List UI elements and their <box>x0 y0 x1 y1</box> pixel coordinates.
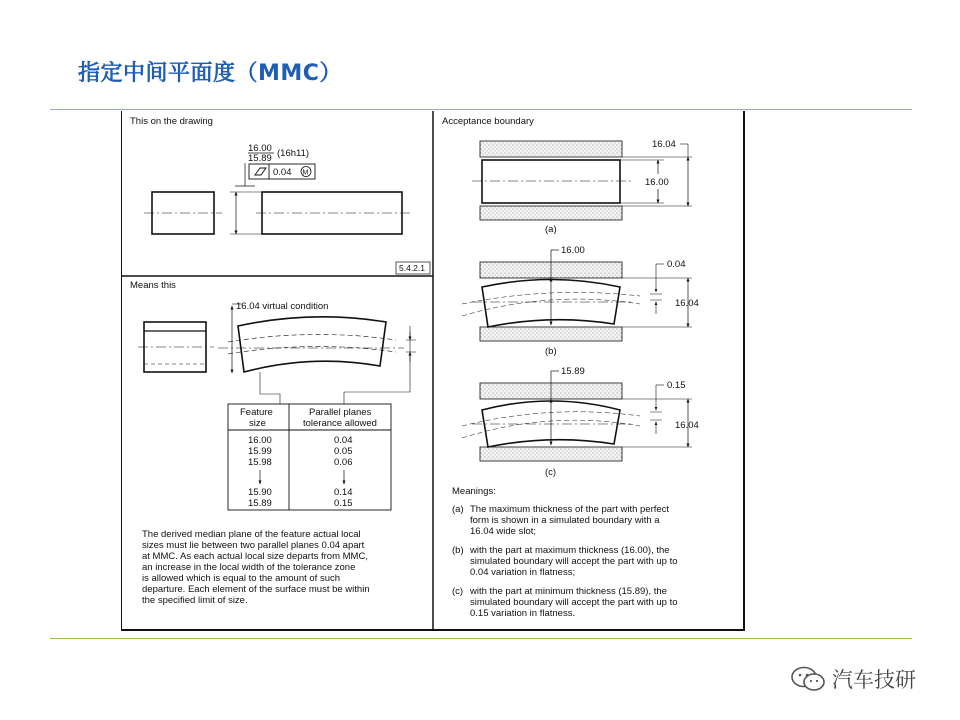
panel-drawing-label: This on the drawing <box>130 116 213 127</box>
dim-lower-limit: 15.89 <box>248 153 272 164</box>
panel-acceptance-label: Acceptance boundary <box>442 116 534 127</box>
meaning-marker: (b) <box>452 545 464 556</box>
table-tolerance-cell: 0.06 <box>334 457 353 468</box>
boundary-a <box>472 139 692 235</box>
virtual-condition-label: 16.04 virtual condition <box>236 301 329 312</box>
explanation-line: departure. Each element of the surface must be within <box>142 584 370 595</box>
table-size-cell: 15.98 <box>248 457 272 468</box>
meaning-line: 0.15 variation in flatness. <box>470 608 576 619</box>
table-size-cell: 15.99 <box>248 446 272 457</box>
table-header-parallel: Parallel planes <box>309 407 372 418</box>
table-size-cell: 15.89 <box>248 498 272 509</box>
explanation-text <box>142 529 370 606</box>
feature-control-frame <box>249 164 315 179</box>
table-tolerance-cell: 0.15 <box>334 498 353 509</box>
table-size-cell: 15.90 <box>248 487 272 498</box>
reference-number: 5.4.2.1 <box>399 263 425 273</box>
meaning-line: with the part at maximum thickness (16.00), the <box>470 545 670 556</box>
b-slot-dim: 16.04 <box>675 298 699 309</box>
slide-title: 指定中间平面度（MMC） <box>78 61 342 86</box>
means-curved-part <box>238 317 386 372</box>
a-slot-dim: 16.04 <box>652 139 676 150</box>
explanation-line: an increase in the local width of the tolerance zone <box>142 562 356 573</box>
panel-means-label: Means this <box>130 280 176 291</box>
tolerance-table <box>228 404 391 510</box>
fcf-tolerance: 0.04 <box>273 167 292 178</box>
b-caption: (b) <box>545 346 557 357</box>
meaning-line: 0.04 variation in flatness; <box>470 567 576 578</box>
boundary-c <box>462 366 699 478</box>
a-caption: (a) <box>545 224 557 235</box>
watermark <box>790 664 916 694</box>
dim-upper-limit: 16.00 <box>248 143 272 154</box>
b-flatness-dim: 0.04 <box>667 259 686 270</box>
table-header-feature: Feature <box>240 407 273 418</box>
meaning-line: simulated boundary will accept the part with up to <box>470 556 678 567</box>
meaning-line: with the part at minimum thickness (15.89), the <box>470 586 667 597</box>
meanings-text <box>452 486 678 619</box>
wechat-icon <box>790 665 826 693</box>
a-part-dim: 16.00 <box>645 177 669 188</box>
watermark-text: 汽车技研 <box>832 668 916 692</box>
meaning-line: form is shown in a simulated boundary with a <box>470 515 660 526</box>
table-header-size: size <box>249 418 266 429</box>
explanation-line: The derived median plane of the feature actual local <box>142 529 361 540</box>
flatness-symbol-icon <box>255 168 266 175</box>
meaning-marker: (c) <box>452 586 464 597</box>
meaning-line: The maximum thickness of the part with perfect <box>470 504 670 515</box>
meaning-line: simulated boundary will accept the part with up to <box>470 597 678 608</box>
mmc-modifier-letter: M <box>302 169 309 177</box>
table-tolerance-cell: 0.04 <box>334 435 353 446</box>
boundary-b <box>462 245 699 357</box>
meaning-line: 16.04 wide slot; <box>470 526 537 537</box>
meaning-marker: (a) <box>452 504 464 515</box>
explanation-line: sizes must lie between two parallel planes 0.04 apart <box>142 540 365 551</box>
c-part-dim: 15.89 <box>561 366 585 377</box>
explanation-line: at MMC. As each actual local size departs from MMC, <box>142 551 368 562</box>
b-part-dim: 16.00 <box>561 245 585 256</box>
table-header-tolerance: tolerance allowed <box>303 418 377 429</box>
table-size-cell: 16.00 <box>248 435 272 446</box>
meanings-title: Meanings: <box>452 486 496 497</box>
c-flatness-dim: 0.15 <box>667 380 686 391</box>
table-tolerance-cell: 0.14 <box>334 487 353 498</box>
table-tolerance-cell: 0.05 <box>334 446 353 457</box>
c-caption: (c) <box>545 467 557 478</box>
explanation-line: is allowed which is equal to the amount of such <box>142 573 341 584</box>
c-slot-dim: 16.04 <box>675 420 699 431</box>
fit-class: (16h11) <box>277 148 310 159</box>
explanation-line: the specified limit of size. <box>142 595 248 606</box>
